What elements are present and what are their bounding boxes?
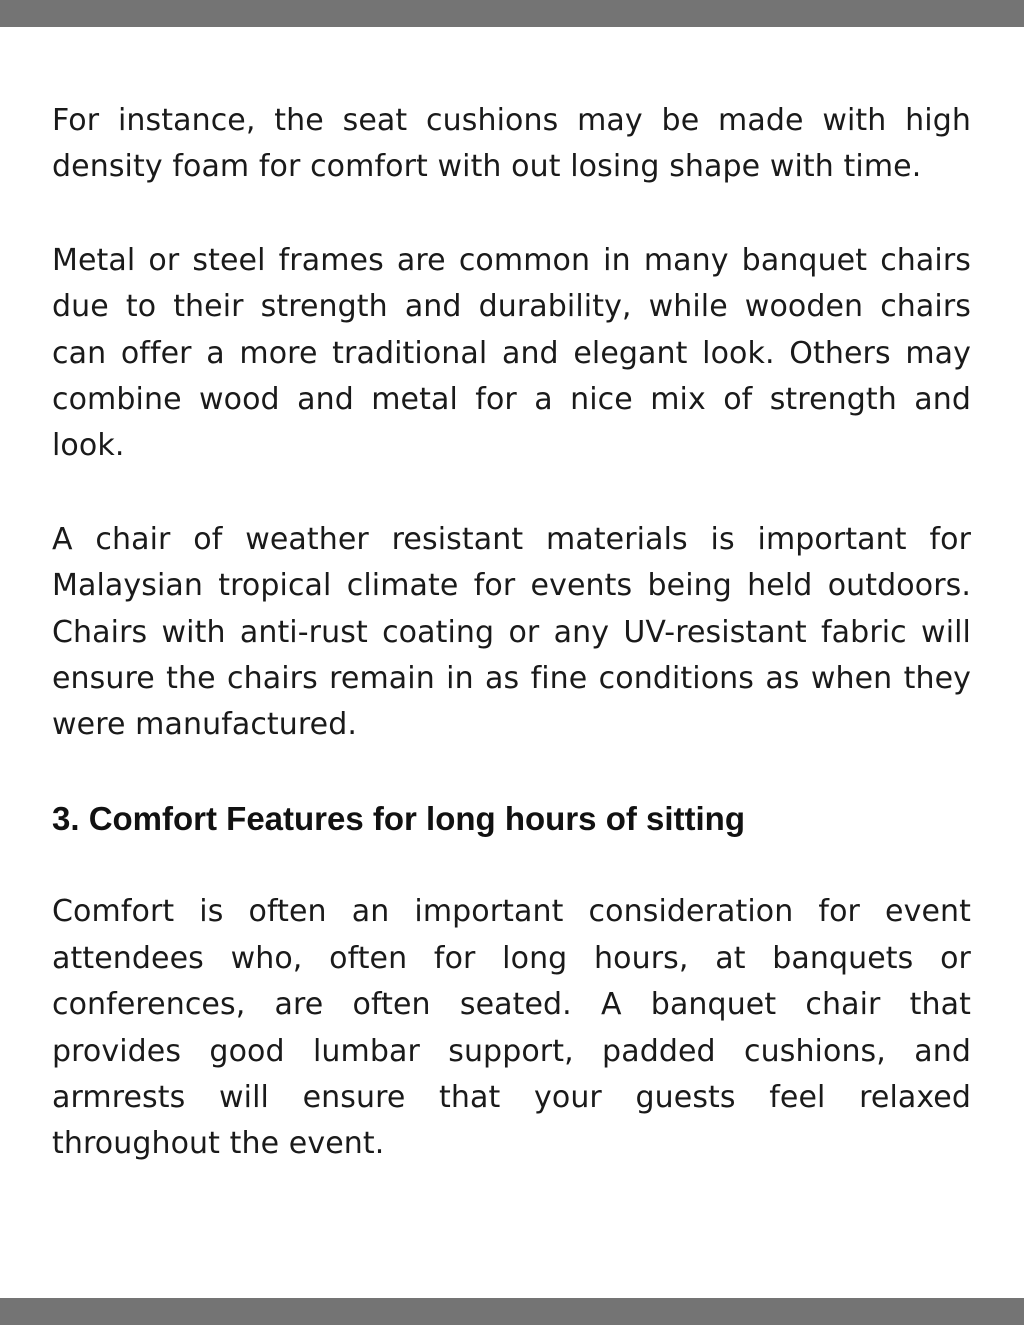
- paragraph-frames: Metal or steel frames are common in many banquet chairs due to their strength and durability, while wooden chairs can offer a more traditional and elegant look. Others may combine wood and metal for a nice mix of strength and look.: [52, 242, 971, 464]
- paragraph-weather-resistance: A chair of weather resistant materials is important for Malaysian tropical climate for events being held outdoors. Chairs with anti-rust coating or any UV-resistant fabric will ensure the chairs remain in as fine conditions as when they were manufactured.: [52, 521, 971, 743]
- document-body: [52, 98, 971, 1168]
- bottom-border-bar: [0, 1298, 1024, 1325]
- top-border-bar: [0, 0, 1024, 27]
- paragraph-seat-cushions: For instance, the seat cushions may be made with high density foam for comfort with out losing shape with time.: [52, 103, 971, 185]
- paragraph-comfort: Comfort is often an important consideration for event attendees who, often for long hours, at banquets or conferences, are often seated. A banquet chair that provides good lumbar support, padded cushions, and armrests will ensure that your guests feel relaxed throughout the event.: [52, 894, 971, 1162]
- section-heading-comfort: 3. Comfort Features for long hours of sitting: [52, 799, 745, 837]
